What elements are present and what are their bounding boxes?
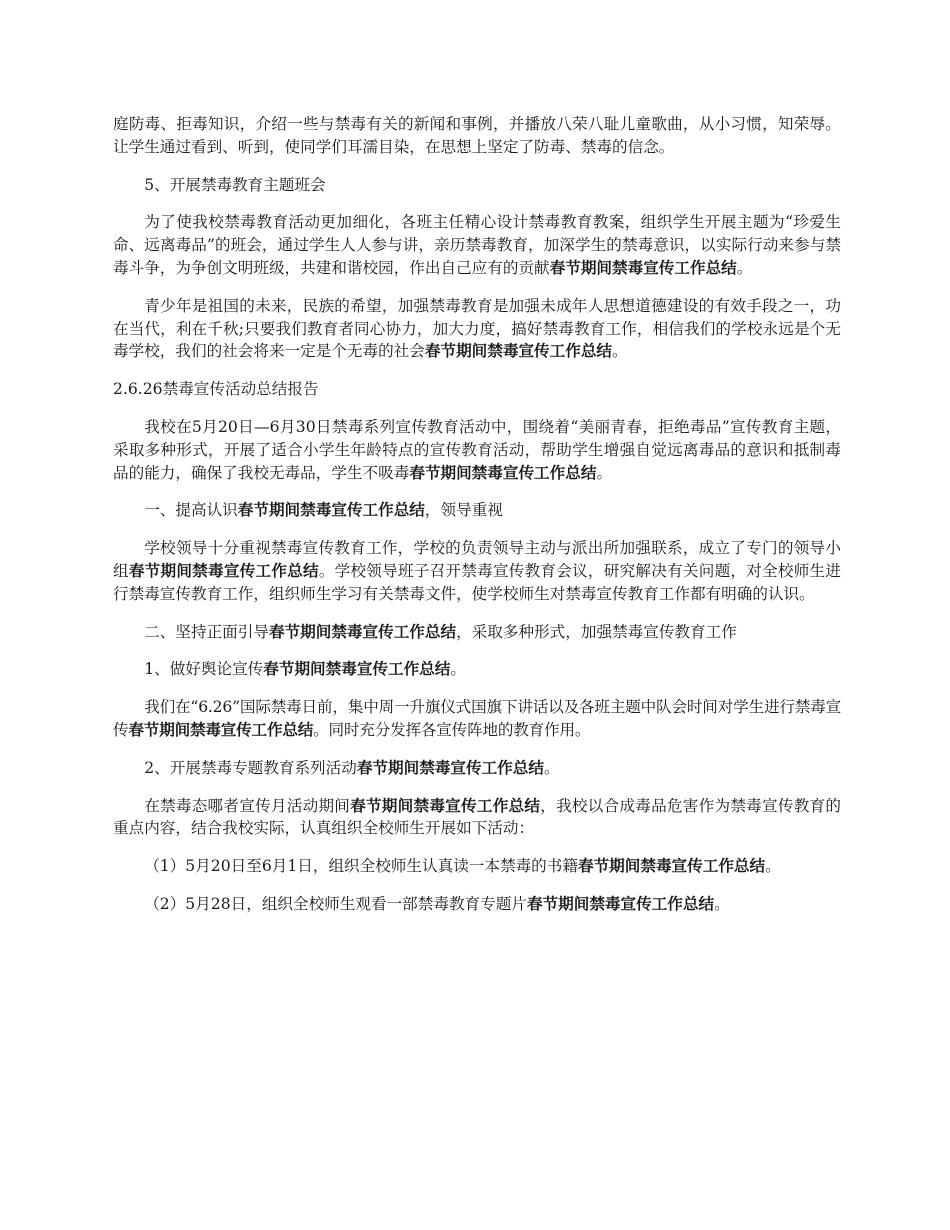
text-run: 。学校领导班子召开禁毒宣传教育会议，研究解决有关问题，对全校师生进行禁毒宣传教育工作，组织师生学习有关禁毒文件，使学校师生对禁毒宣传教育工作都有明确的认识。	[113, 561, 841, 603]
text-run: 2.6.26禁毒宣传活动总结报告	[113, 380, 319, 399]
paragraph	[113, 621, 841, 644]
paragraph	[113, 174, 841, 197]
paragraph	[113, 295, 841, 363]
paragraph	[113, 757, 841, 780]
text-run: 青少年是祖国的未来，民族的希望，加强禁毒教育是加强未成年人思想道德建设的有效手段之一，功在当代，利在千秋;只要我们教育者同心协力，加大力度，搞好禁毒教育工作，相信我们的学校永远是个无毒学校，我们的社会将来一定是个无毒的社会	[113, 296, 841, 361]
paragraph	[113, 211, 841, 279]
bold-phrase: 春节期间禁毒宣传工作总结	[350, 795, 541, 815]
text-run: 。	[765, 857, 781, 876]
text-run: 我校在5月20日—6月30日禁毒系列宣传教育活动中，围绕着“美丽青春，拒绝毒品”宣传教育主题，采取多种形式，开展了适合小学生年龄特点的宣传教育活动，帮助学生增强自觉远离毒品的意识和抵制毒品的能力，确保了我校无毒品，学生不吸毒	[113, 417, 841, 482]
paragraph	[113, 499, 841, 522]
text-run: 5、开展禁毒教育主题班会	[144, 175, 326, 194]
text-run: 为了使我校禁毒教育活动更加细化，各班主任精心设计禁毒教育教案，组织学生开展主题为“珍爱生命、远离毒品”的班会，通过学生人人参与讲，亲历禁毒教育，加深学生的禁毒意识，以实际行动来参与禁毒斗争，为争创文明班级，共建和谐校园，作出自己应有的贡献	[113, 213, 841, 277]
text-run: 我们在“6.26”国际禁毒日前，集中周一升旗仪式国旗下讲话以及各班主题中队会时间对学生进行禁毒宣传	[113, 698, 841, 739]
text-run: ，采取多种形式，加强禁毒宣传教育工作	[456, 622, 737, 641]
text-run: 。	[543, 758, 560, 777]
text-run: 。	[714, 894, 730, 913]
text-run: 。同时充分发挥各宣传阵地的教育作用。	[313, 720, 591, 739]
text-run: 在禁毒态哪者宣传月活动期间	[144, 796, 351, 815]
bold-phrase: 春节期间禁毒宣传工作总结	[128, 719, 314, 739]
text-run: ，我校以合成毒品危害作为禁毒宣传教育的重点内容，结合我校实际，认真组织全校师生开展如下活动：	[113, 796, 841, 838]
text-run: 2、开展禁毒专题教育系列活动	[144, 758, 357, 777]
text-run: 。	[450, 660, 467, 679]
text-run: 一、提高认识	[144, 501, 238, 520]
bold-phrase: 春节期间禁毒宣传工作总结	[128, 560, 319, 580]
document-body	[113, 113, 841, 931]
bold-phrase: 春节期间禁毒宣传工作总结	[409, 462, 597, 482]
text-run: 学校领导十分重视禁毒宣传教育工作，学校的负责领导主动与派出所加强联系，成立了专门的领导小组	[113, 539, 841, 580]
text-run: 。	[736, 258, 753, 277]
text-run: （2）5月28日，组织全校师生观看一部禁毒教育专题片	[144, 894, 527, 913]
bold-phrase: 春节期间禁毒宣传工作总结	[526, 893, 715, 913]
text-run: 二、坚持正面引导	[144, 622, 269, 641]
bold-phrase: 春节期间禁毒宣传工作总结	[424, 341, 613, 361]
text-run: ，领导重视	[424, 501, 503, 520]
paragraph	[113, 378, 841, 401]
text-run: 。	[596, 463, 613, 482]
paragraph	[113, 537, 841, 605]
paragraph	[113, 416, 841, 484]
bold-phrase: 春节期间禁毒宣传工作总结	[237, 500, 425, 520]
bold-phrase: 春节期间禁毒宣传工作总结	[356, 757, 544, 777]
paragraph	[113, 893, 841, 916]
bold-phrase: 春节期间禁毒宣传工作总结	[577, 856, 766, 876]
bold-phrase: 春节期间禁毒宣传工作总结	[549, 257, 737, 277]
text-run: 。	[612, 342, 628, 361]
text-run: 1、做好舆论宣传	[144, 660, 264, 679]
text-run: （1）5月20日至6月1日，组织全校师生认真读一本禁毒的书籍	[144, 857, 578, 876]
text-run: 庭防毒、拒毒知识，介绍一些与禁毒有关的新闻和事例，并播放八荣八耻儿童歌曲，从小习惯，知荣辱。让学生通过看到、听到，使同学们耳濡目染，在思想上坚定了防毒、禁毒的信念。	[113, 115, 841, 156]
paragraph	[113, 795, 841, 841]
paragraph	[113, 696, 841, 742]
paragraph	[113, 658, 841, 681]
paragraph	[113, 113, 841, 159]
paragraph	[113, 855, 841, 878]
bold-phrase: 春节期间禁毒宣传工作总结	[263, 659, 451, 679]
bold-phrase: 春节期间禁毒宣传工作总结	[268, 621, 457, 641]
